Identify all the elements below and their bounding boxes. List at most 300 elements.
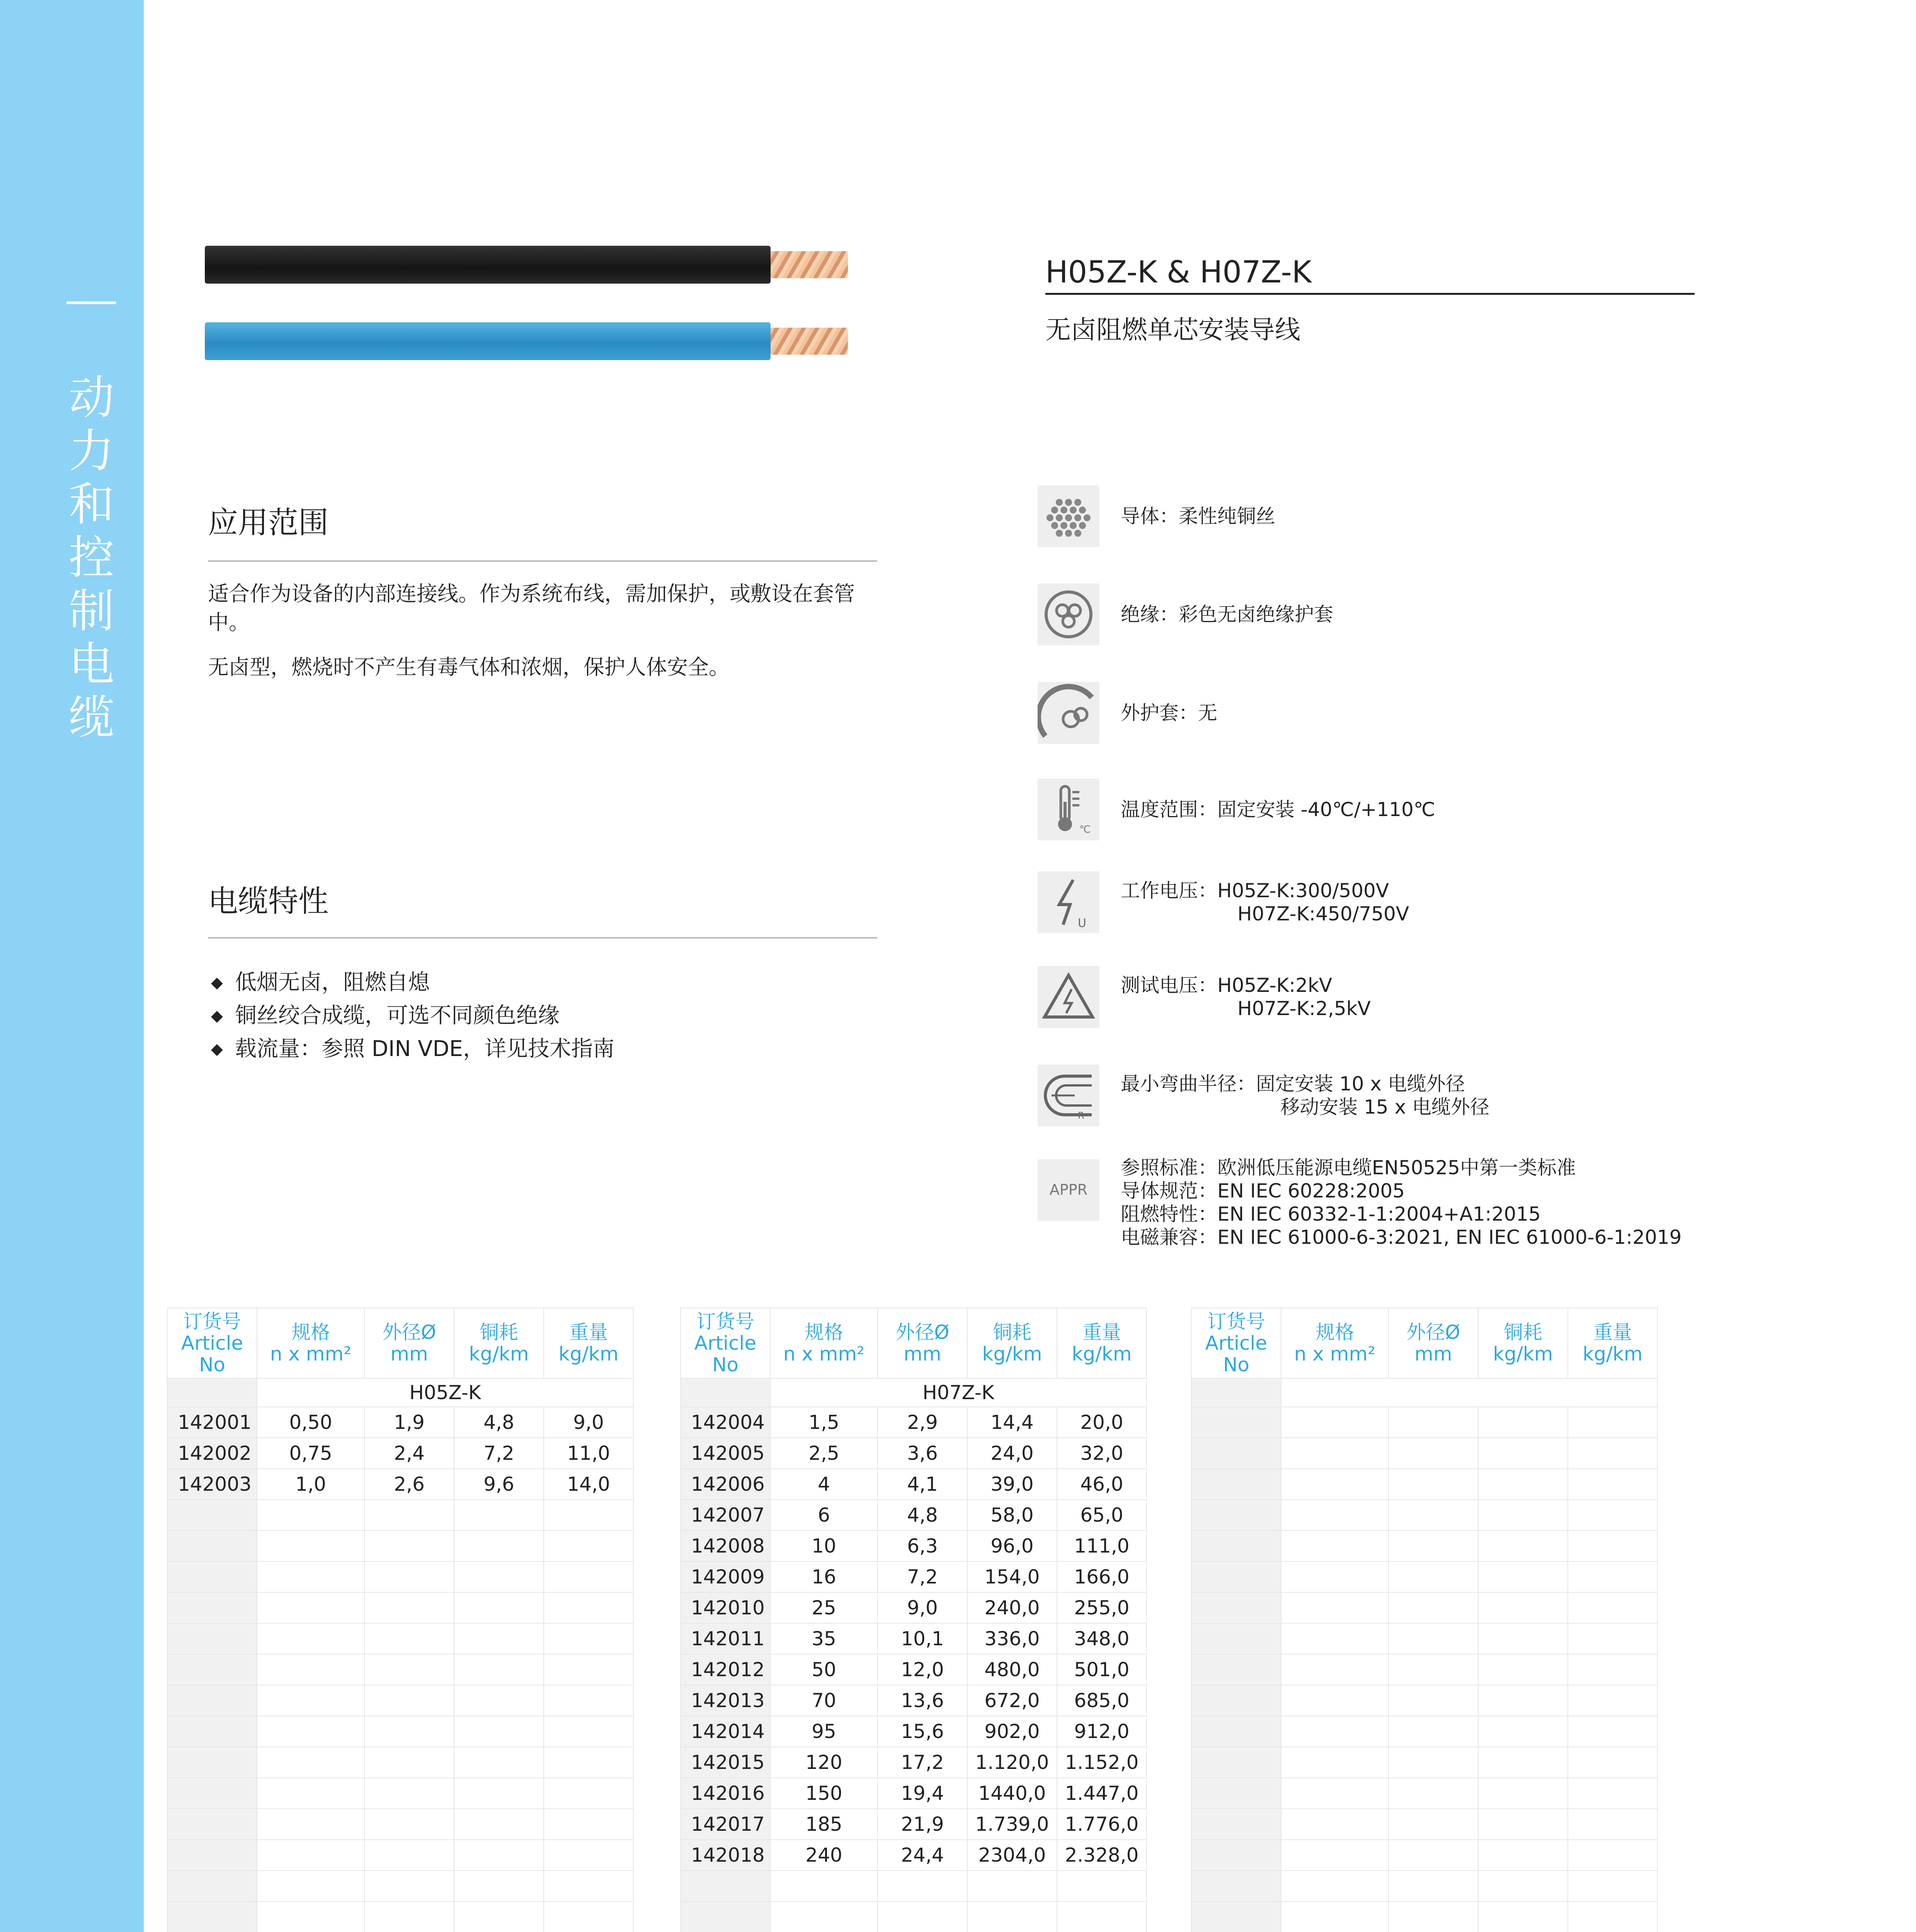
- table-row: [681, 1747, 1147, 1778]
- table-row: [681, 1531, 1147, 1561]
- table-cell: 6,3: [878, 1531, 967, 1561]
- table-cell: 0,75: [257, 1438, 364, 1469]
- table-series-label: H05Z-K: [257, 1378, 633, 1407]
- table-cell: [454, 1500, 544, 1531]
- table-cell: 46,0: [1057, 1469, 1147, 1500]
- table-row: [1191, 1623, 1657, 1654]
- svg-text:U: U: [1078, 917, 1086, 930]
- table-header-row: [1191, 1308, 1657, 1378]
- table-cell: [1568, 1592, 1657, 1623]
- table-cell: [1389, 1561, 1478, 1592]
- table-cell: [681, 1871, 770, 1901]
- table-cell: [1568, 1747, 1657, 1778]
- table-cell: [1281, 1871, 1389, 1901]
- table-cell: [454, 1871, 544, 1901]
- characteristics-heading: 电缆特性: [208, 884, 329, 919]
- table-cell: [167, 1871, 257, 1901]
- table-cell: 154,0: [967, 1561, 1057, 1592]
- table-cell: 19,4: [878, 1778, 967, 1809]
- table-cell: [257, 1531, 364, 1561]
- table-cell: [544, 1871, 633, 1901]
- table-cell: [1281, 1747, 1389, 1778]
- table-cell: 6: [770, 1500, 878, 1531]
- table-cell: 142008: [681, 1531, 770, 1561]
- table-cell: [1191, 1716, 1281, 1747]
- table-cell: 4,1: [878, 1469, 967, 1500]
- table-cell: [1478, 1716, 1568, 1747]
- table-cell: 95: [770, 1716, 878, 1747]
- table-cell: 96,0: [967, 1531, 1057, 1561]
- table-cell: 11,0: [544, 1438, 633, 1469]
- table-cell: [257, 1716, 364, 1747]
- table-cell: [1191, 1500, 1281, 1531]
- table-cell: [1389, 1778, 1478, 1809]
- table-cell: 50: [770, 1654, 878, 1685]
- voltage-icon: [1038, 871, 1099, 933]
- copper-strands-image: [771, 328, 848, 355]
- black-cable-image: [205, 246, 771, 284]
- table-cell: 685,0: [1057, 1685, 1147, 1716]
- table-cell: 1.739,0: [967, 1809, 1057, 1840]
- table-cell: [257, 1809, 364, 1840]
- table-cell: [544, 1716, 633, 1747]
- table-header-cell: 规格 n x mm²: [1281, 1308, 1389, 1378]
- table-row: [167, 1685, 633, 1716]
- table-cell: 111,0: [1057, 1531, 1147, 1561]
- table-cell: [1191, 1871, 1281, 1901]
- table-cell: [681, 1901, 770, 1932]
- table-row: [167, 1778, 633, 1809]
- table-header-cell: 重量 kg/km: [1057, 1308, 1147, 1378]
- table-cell: 142002: [167, 1438, 257, 1469]
- table-cell: [1281, 1500, 1389, 1531]
- table-row: [681, 1716, 1147, 1747]
- table-row: [167, 1809, 633, 1840]
- table-header-cell: 铜耗 kg/km: [454, 1308, 544, 1378]
- table-cell: [167, 1561, 257, 1592]
- table-cell: [257, 1500, 364, 1531]
- table-cell: [1281, 1778, 1389, 1809]
- table-cell: 501,0: [1057, 1654, 1147, 1685]
- table-row: [167, 1840, 633, 1871]
- table-cell: [1191, 1901, 1281, 1932]
- table-cell: [364, 1716, 454, 1747]
- table-row: [681, 1592, 1147, 1623]
- table-cell: [454, 1716, 544, 1747]
- table-row: [681, 1778, 1147, 1809]
- table-cell: [1057, 1901, 1147, 1932]
- table-cell: [167, 1500, 257, 1531]
- table-cell: [544, 1685, 633, 1716]
- table-cell: 142004: [681, 1407, 770, 1438]
- table-cell: [770, 1901, 878, 1932]
- table-cell: [454, 1747, 544, 1778]
- table-cell: [364, 1654, 454, 1685]
- spec-text: 工作电压：H05Z-K:300/500V H07Z-K:450/750V: [1121, 879, 1409, 925]
- table-cell: [257, 1747, 364, 1778]
- table-cell: 21,9: [878, 1809, 967, 1840]
- spec-table-empty: [1191, 1308, 1658, 1932]
- characteristics-list: [208, 966, 880, 1066]
- table-row: [1191, 1871, 1657, 1901]
- table-cell: 13,6: [878, 1685, 967, 1716]
- outer-sheath-icon: [1038, 682, 1099, 744]
- svg-text:APPR: APPR: [1049, 1181, 1088, 1198]
- table-row: [167, 1438, 633, 1469]
- table-cell: 142010: [681, 1592, 770, 1623]
- table-row: [681, 1654, 1147, 1685]
- table-cell: [1389, 1685, 1478, 1716]
- table-cell: [1191, 1809, 1281, 1840]
- table-cell: [167, 1623, 257, 1654]
- table-cell: 2,4: [364, 1438, 454, 1469]
- table-cell: [544, 1592, 633, 1623]
- table-cell: [167, 1378, 257, 1407]
- table-cell: 142014: [681, 1716, 770, 1747]
- table-header-cell: 规格 n x mm²: [770, 1308, 878, 1378]
- application-heading: 应用范围: [208, 505, 329, 540]
- table-cell: [1478, 1778, 1568, 1809]
- table-row: [167, 1623, 633, 1654]
- table-cell: 142017: [681, 1809, 770, 1840]
- table-cell: 65,0: [1057, 1500, 1147, 1531]
- spec-text: 导体：柔性纯铜丝: [1121, 505, 1275, 527]
- table-cell: 16: [770, 1561, 878, 1592]
- conductor-strands-icon: [1038, 485, 1099, 547]
- table-cell: [1478, 1871, 1568, 1901]
- table-cell: [257, 1778, 364, 1809]
- table-cell: 17,2: [878, 1747, 967, 1778]
- table-cell: 1,9: [364, 1407, 454, 1438]
- section-divider: [208, 937, 877, 939]
- table-cell: [1568, 1623, 1657, 1654]
- table-cell: [1281, 1438, 1389, 1469]
- table-row: [1191, 1531, 1657, 1561]
- table-row: [1191, 1500, 1657, 1531]
- table-cell: [1568, 1809, 1657, 1840]
- table-cell: 4: [770, 1469, 878, 1500]
- table-cell: [1191, 1654, 1281, 1685]
- table-cell: [257, 1623, 364, 1654]
- table-cell: 9,0: [544, 1407, 633, 1438]
- table-row: [681, 1561, 1147, 1592]
- bullet-diamond-icon: ◆: [211, 974, 223, 992]
- table-cell: [454, 1561, 544, 1592]
- table-cell: [544, 1809, 633, 1840]
- table-cell: [257, 1901, 364, 1932]
- application-text: 适合作为设备的内部连接线。作为系统布线，需加保护，或敷设在套管中。: [208, 582, 855, 634]
- table-cell: [167, 1901, 257, 1932]
- table-cell: [1478, 1747, 1568, 1778]
- bullet-diamond-icon: ◆: [211, 1007, 223, 1025]
- table-row: [1191, 1778, 1657, 1809]
- table-cell: 20,0: [1057, 1407, 1147, 1438]
- list-item: ◆ 铜丝绞合成缆，可选不同颜色绝缘: [208, 999, 880, 1032]
- table-cell: [1389, 1469, 1478, 1500]
- table-cell: [1568, 1778, 1657, 1809]
- table-cell: 142001: [167, 1407, 257, 1438]
- table-header-cell: 铜耗 kg/km: [1478, 1308, 1568, 1378]
- table-cell: [1057, 1871, 1147, 1901]
- table-cell: [1281, 1901, 1389, 1932]
- table-cell: [167, 1840, 257, 1871]
- table-cell: [1568, 1407, 1657, 1438]
- table-cell: [1568, 1871, 1657, 1901]
- table-cell: [1191, 1685, 1281, 1716]
- table-cell: [364, 1778, 454, 1809]
- table-header-row: [167, 1308, 633, 1378]
- table-cell: 7,2: [454, 1438, 544, 1469]
- table-cell: 2.328,0: [1057, 1840, 1147, 1871]
- table-cell: 480,0: [967, 1654, 1057, 1685]
- table-row: [167, 1747, 633, 1778]
- table-cell: [1478, 1500, 1568, 1531]
- table-cell: [1478, 1561, 1568, 1592]
- table-cell: [1478, 1654, 1568, 1685]
- table-cell: [1389, 1747, 1478, 1778]
- table-cell: 12,0: [878, 1654, 967, 1685]
- table-cell: 142005: [681, 1438, 770, 1469]
- table-cell: [454, 1623, 544, 1654]
- table-cell: [1478, 1407, 1568, 1438]
- sidebar-category-title: 动力和控制电缆: [68, 371, 114, 744]
- table-header-cell: 外径Ø mm: [1389, 1308, 1478, 1378]
- blue-cable-image: [205, 322, 771, 360]
- table-cell: [1568, 1716, 1657, 1747]
- table-cell: [364, 1623, 454, 1654]
- table-cell: 4,8: [454, 1407, 544, 1438]
- table-header-cell: 订货号 Article No: [681, 1308, 770, 1378]
- table-cell: [1568, 1469, 1657, 1500]
- table-cell: [878, 1901, 967, 1932]
- table-cell: [1568, 1901, 1657, 1932]
- table-row: [681, 1500, 1147, 1531]
- table-cell: [1389, 1901, 1478, 1932]
- table-cell: 142012: [681, 1654, 770, 1685]
- table-cell: [1191, 1747, 1281, 1778]
- table-row: [167, 1500, 633, 1531]
- table-row: [681, 1901, 1147, 1932]
- table-cell: [454, 1592, 544, 1623]
- table-cell: 39,0: [967, 1469, 1057, 1500]
- table-cell: [1281, 1716, 1389, 1747]
- table-cell: [1478, 1438, 1568, 1469]
- table-cell: [1478, 1901, 1568, 1932]
- table-cell: [1478, 1592, 1568, 1623]
- table-header-cell: 规格 n x mm²: [257, 1308, 364, 1378]
- table-cell: [1191, 1778, 1281, 1809]
- product-title: H05Z-K & H07Z-K: [1045, 255, 1312, 290]
- table-cell: [257, 1685, 364, 1716]
- sidebar: [0, 0, 144, 1932]
- table-cell: 2304,0: [967, 1840, 1057, 1871]
- table-cell: 142007: [681, 1500, 770, 1531]
- table-cell: 2,9: [878, 1407, 967, 1438]
- table-cell: [1389, 1623, 1478, 1654]
- table-cell: [1389, 1531, 1478, 1561]
- table-cell: [167, 1654, 257, 1685]
- table-cell: [544, 1778, 633, 1809]
- table-cell: [257, 1840, 364, 1871]
- table-cell: [364, 1531, 454, 1561]
- list-item: ◆ 低烟无卤，阻燃自熄: [208, 966, 880, 999]
- table-cell: [364, 1809, 454, 1840]
- product-subtitle: 无卤阻燃单芯安装导线: [1045, 315, 1300, 345]
- table-cell: 142003: [167, 1469, 257, 1500]
- table-cell: [1568, 1500, 1657, 1531]
- table-cell: [1568, 1840, 1657, 1871]
- table-cell: 32,0: [1057, 1438, 1147, 1469]
- table-cell: 166,0: [1057, 1561, 1147, 1592]
- table-cell: [454, 1778, 544, 1809]
- table-cell: [1191, 1378, 1281, 1407]
- table-cell: [544, 1747, 633, 1778]
- table-cell: [167, 1716, 257, 1747]
- table-cell: [257, 1871, 364, 1901]
- table-cell: 7,2: [878, 1561, 967, 1592]
- table-cell: [1191, 1407, 1281, 1438]
- table-series-label: [1281, 1378, 1657, 1407]
- table-cell: [1191, 1561, 1281, 1592]
- table-cell: [1478, 1531, 1568, 1561]
- table-cell: [167, 1809, 257, 1840]
- spec-table-h07z-k: [680, 1308, 1147, 1932]
- table-cell: 9,6: [454, 1469, 544, 1500]
- table-row: [681, 1623, 1147, 1654]
- table-header-cell: 铜耗 kg/km: [967, 1308, 1057, 1378]
- table-row: [1191, 1438, 1657, 1469]
- svg-text:℃: ℃: [1079, 824, 1091, 835]
- table-header-row: [681, 1308, 1147, 1378]
- table-cell: [1281, 1469, 1389, 1500]
- table-cell: 142013: [681, 1685, 770, 1716]
- svg-text:R: R: [1078, 1110, 1084, 1121]
- table-cell: 3,6: [878, 1438, 967, 1469]
- list-item: ◆ 载流量：参照 DIN VDE，详见技术指南: [208, 1032, 880, 1066]
- table-cell: [1389, 1871, 1478, 1901]
- table-cell: [1191, 1531, 1281, 1561]
- table-cell: [544, 1500, 633, 1531]
- table-cell: [454, 1840, 544, 1871]
- table-cell: [257, 1592, 364, 1623]
- table-cell: [364, 1500, 454, 1531]
- table-cell: [167, 1592, 257, 1623]
- bullet-diamond-icon: ◆: [211, 1040, 223, 1058]
- table-cell: [967, 1871, 1057, 1901]
- table-cell: [1281, 1809, 1389, 1840]
- table-label-row: [1191, 1378, 1657, 1407]
- table-cell: 2,5: [770, 1438, 878, 1469]
- table-cell: 70: [770, 1685, 878, 1716]
- table-cell: 912,0: [1057, 1716, 1147, 1747]
- table-cell: 336,0: [967, 1623, 1057, 1654]
- table-row: [681, 1809, 1147, 1840]
- table-cell: [1389, 1809, 1478, 1840]
- table-row: [167, 1592, 633, 1623]
- table-row: [1191, 1592, 1657, 1623]
- table-cell: 255,0: [1057, 1592, 1147, 1623]
- table-cell: [1478, 1623, 1568, 1654]
- table-cell: [364, 1685, 454, 1716]
- table-cell: [1568, 1531, 1657, 1561]
- table-cell: 9,0: [878, 1592, 967, 1623]
- table-cell: [1389, 1654, 1478, 1685]
- table-cell: 142011: [681, 1623, 770, 1654]
- table-cell: [544, 1840, 633, 1871]
- table-cell: [681, 1378, 770, 1407]
- spec-text: 最小弯曲半径：固定安装 10 x 电缆外径 移动安装 15 x 电缆外径: [1121, 1073, 1490, 1118]
- table-row: [167, 1407, 633, 1438]
- table-cell: 240: [770, 1840, 878, 1871]
- test-voltage-icon: [1038, 966, 1099, 1028]
- table-cell: [544, 1561, 633, 1592]
- table-cell: [257, 1654, 364, 1685]
- table-cell: [257, 1561, 364, 1592]
- section-divider: [208, 560, 877, 562]
- table-cell: [1191, 1438, 1281, 1469]
- table-cell: [1389, 1592, 1478, 1623]
- table-cell: 1,5: [770, 1407, 878, 1438]
- title-underline: [1045, 293, 1695, 295]
- thermometer-icon: [1038, 779, 1099, 840]
- table-cell: [1281, 1840, 1389, 1871]
- table-cell: 240,0: [967, 1592, 1057, 1623]
- table-row: [1191, 1716, 1657, 1747]
- table-cell: 24,0: [967, 1438, 1057, 1469]
- table-row: [1191, 1407, 1657, 1438]
- copper-strands-image: [771, 251, 848, 278]
- table-cell: 1440,0: [967, 1778, 1057, 1809]
- table-cell: [1568, 1685, 1657, 1716]
- table-label-row: [681, 1378, 1147, 1407]
- table-header-cell: 订货号 Article No: [167, 1308, 257, 1378]
- table-cell: 58,0: [967, 1500, 1057, 1531]
- table-cell: [454, 1654, 544, 1685]
- table-cell: 10: [770, 1531, 878, 1561]
- table-cell: 1.152,0: [1057, 1747, 1147, 1778]
- table-cell: [167, 1747, 257, 1778]
- spec-text: 测试电压：H05Z-K:2kV H07Z-K:2,5kV: [1121, 974, 1371, 1020]
- table-cell: [1389, 1500, 1478, 1531]
- table-cell: [1281, 1654, 1389, 1685]
- table-cell: [1478, 1840, 1568, 1871]
- table-row: [1191, 1469, 1657, 1500]
- table-row: [1191, 1809, 1657, 1840]
- spec-text: 绝缘：彩色无卤绝缘护套: [1121, 603, 1333, 626]
- table-cell: 14,0: [544, 1469, 633, 1500]
- table-cell: [364, 1840, 454, 1871]
- table-row: [681, 1469, 1147, 1500]
- table-cell: [544, 1901, 633, 1932]
- table-cell: 120: [770, 1747, 878, 1778]
- table-cell: 150: [770, 1778, 878, 1809]
- table-cell: 142006: [681, 1469, 770, 1500]
- table-header-cell: 重量 kg/km: [1568, 1308, 1657, 1378]
- table-header-cell: 订货号 Article No: [1191, 1308, 1281, 1378]
- table-cell: [1191, 1840, 1281, 1871]
- table-cell: [454, 1901, 544, 1932]
- application-text: 无卤型，燃烧时不产生有毒气体和浓烟，保护人体安全。: [208, 655, 730, 679]
- table-cell: 142009: [681, 1561, 770, 1592]
- table-cell: 1,0: [257, 1469, 364, 1500]
- table-cell: [364, 1901, 454, 1932]
- table-row: [681, 1685, 1147, 1716]
- table-cell: 1.776,0: [1057, 1809, 1147, 1840]
- table-cell: [1281, 1623, 1389, 1654]
- spec-text: 外护套：无: [1121, 702, 1217, 724]
- table-label-row: [167, 1378, 633, 1407]
- table-cell: 1.447,0: [1057, 1778, 1147, 1809]
